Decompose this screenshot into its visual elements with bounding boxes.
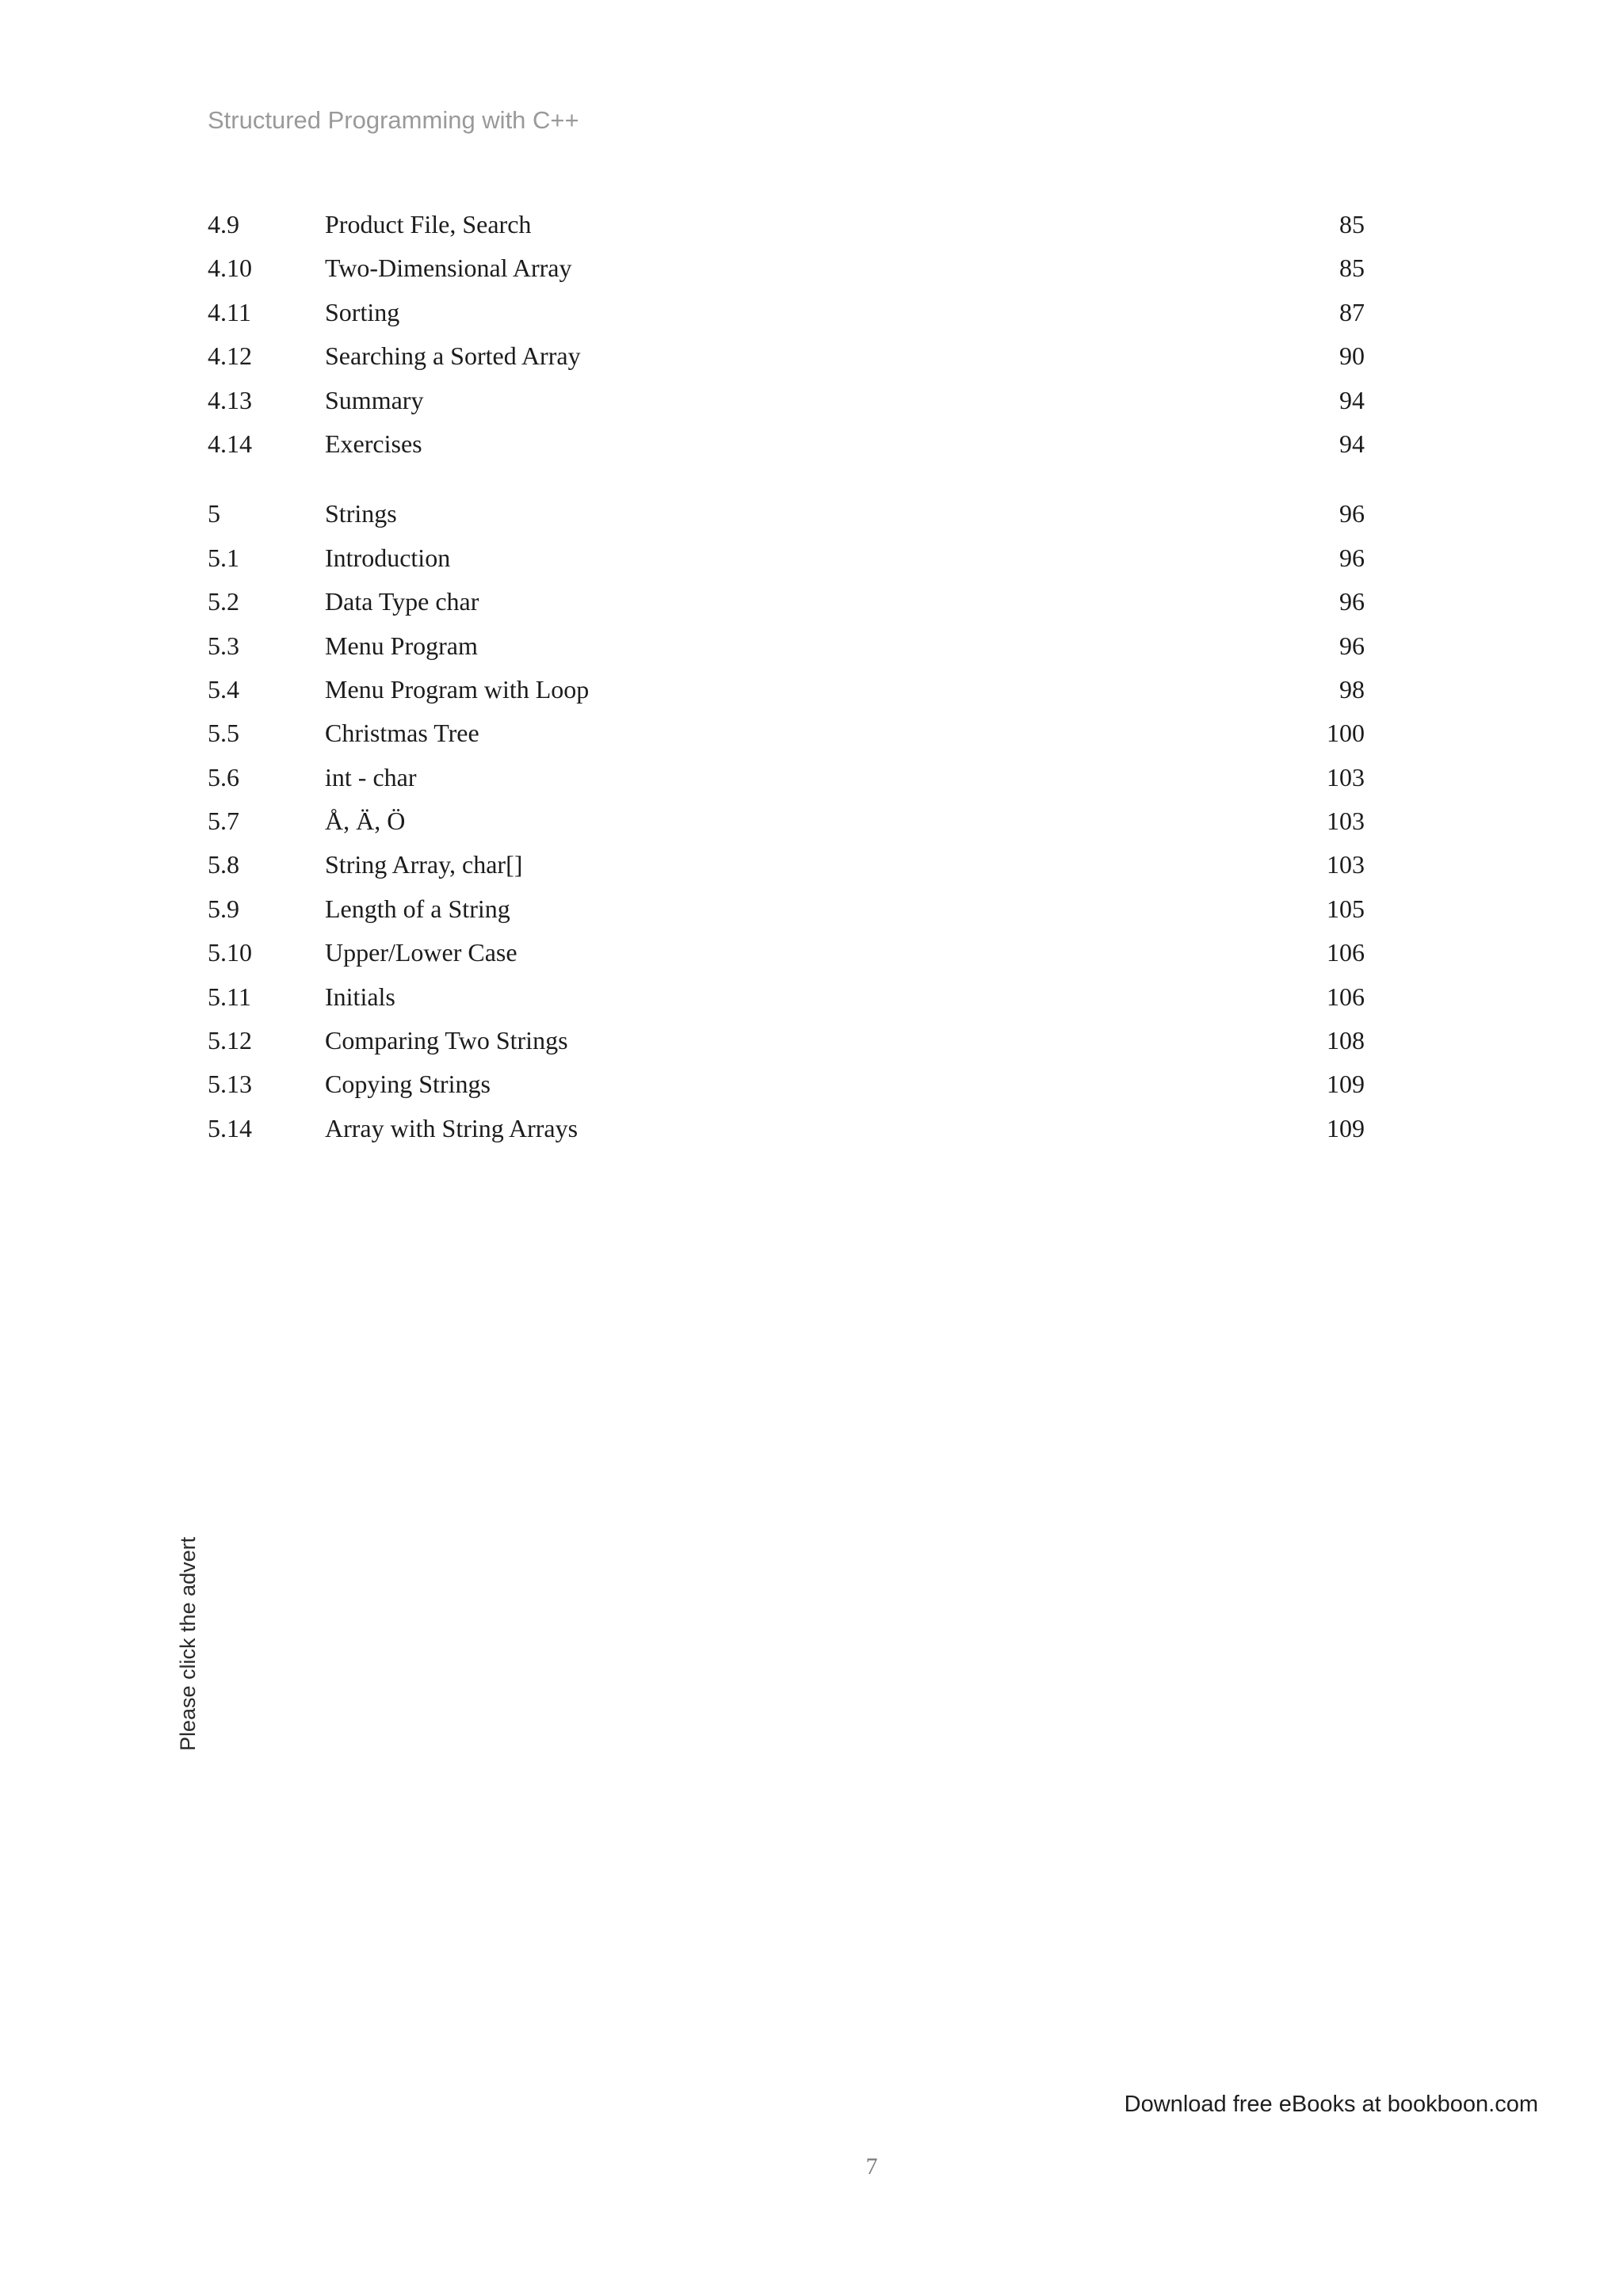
toc-entry-page: 87 [1339, 297, 1365, 326]
toc-entry-number: 4.14 [208, 429, 252, 458]
toc-entry-title: Length of a String [325, 894, 510, 923]
toc-entry[interactable] [208, 538, 1365, 582]
toc-entry-title: Array with String Arrays [325, 1113, 579, 1142]
toc-entry[interactable] [208, 336, 1365, 379]
toc-entry-title: int - char [325, 762, 417, 791]
toc-entry[interactable] [208, 582, 1365, 625]
toc-entry-page: 103 [1327, 807, 1365, 836]
toc-entry[interactable] [208, 1108, 1365, 1152]
toc-entry[interactable] [208, 248, 1365, 292]
toc-entry-number: 5.2 [208, 587, 239, 616]
toc-entry-title: Upper/Lower Case [325, 938, 517, 967]
toc-entry-page: 96 [1339, 543, 1365, 572]
toc-entry-number: 5.4 [208, 674, 239, 704]
page-number: 7 [865, 2153, 878, 2180]
advert-side-label[interactable]: Please click the advert [176, 1536, 200, 1751]
toc-group-chapter-4 [208, 204, 1365, 467]
toc-entry-title: Product File, Search [325, 210, 532, 238]
toc-entry-page: 85 [1339, 210, 1365, 238]
toc-entry-title: Data Type char [325, 587, 479, 616]
toc-entry-title: Comparing Two Strings [325, 1026, 568, 1055]
running-header: Structured Programming with C++ [208, 106, 579, 134]
toc-entry-page: 98 [1339, 674, 1365, 704]
toc-entry-page: 96 [1339, 587, 1365, 616]
toc-entry-number: 4.13 [208, 385, 252, 414]
toc-entry-title: Introduction [325, 543, 451, 572]
toc-entry[interactable] [208, 757, 1365, 801]
toc-entry-title: Summary [325, 385, 424, 414]
toc-entry-page: 94 [1339, 429, 1365, 458]
toc-entry-page: 90 [1339, 341, 1365, 371]
toc-entry-number: 5.9 [208, 894, 239, 923]
toc-entry-number: 4.10 [208, 254, 252, 283]
toc-entry[interactable] [208, 204, 1365, 248]
toc-entry-number: 5.1 [208, 543, 239, 572]
toc-entry-title: Searching a Sorted Array [325, 341, 581, 371]
toc-entry-number: 5.3 [208, 631, 239, 660]
toc-entry-page: 103 [1327, 850, 1365, 879]
toc-entry-number: 5.8 [208, 850, 239, 879]
toc-entry-page: 106 [1327, 982, 1365, 1011]
toc-entry[interactable] [208, 713, 1365, 757]
toc-entry-page: 109 [1327, 1113, 1365, 1142]
toc-entry-number: 5.10 [208, 938, 252, 967]
toc-entry-title: Strings [325, 499, 397, 528]
toc-entry-number: 5.13 [208, 1070, 252, 1099]
toc-entry-number: 4.12 [208, 341, 252, 371]
toc-entry-page: 103 [1327, 762, 1365, 791]
toc-entry-number: 4.11 [208, 297, 251, 326]
toc-entry-title: Christmas Tree [325, 719, 479, 748]
toc-entry-title: Copying Strings [325, 1070, 491, 1099]
toc-entry-title: Exercises [325, 429, 422, 458]
toc-entry[interactable] [208, 801, 1365, 845]
toc-entry-page: 105 [1327, 894, 1365, 923]
toc-entry[interactable] [208, 1064, 1365, 1108]
toc-entry[interactable] [208, 1020, 1365, 1064]
toc-entry-title: Menu Program [325, 631, 478, 660]
toc-entry-number: 5.6 [208, 762, 239, 791]
toc-entry-title: Initials [325, 982, 395, 1011]
toc-entry-title: Two-Dimensional Array [325, 254, 572, 283]
toc-entry-number: 5.14 [208, 1113, 252, 1142]
toc-entry-title: Å, Ä, Ö [325, 807, 406, 836]
toc-entry-number: 5.7 [208, 807, 239, 836]
toc-entry-title: String Array, char[] [325, 850, 523, 879]
toc-entry[interactable] [208, 380, 1365, 424]
download-ebooks-link[interactable]: Download free eBooks at bookboon.com [1124, 2092, 1538, 2117]
toc-group-chapter-5 [208, 494, 1365, 1152]
toc-entry-number: 5.5 [208, 719, 239, 748]
toc-entry[interactable] [208, 889, 1365, 933]
toc-entry[interactable] [208, 292, 1365, 336]
toc-chapter-entry[interactable] [208, 494, 1365, 537]
toc-entry[interactable] [208, 669, 1365, 713]
toc-entry-page: 96 [1339, 631, 1365, 660]
toc-entry-number: 4.9 [208, 210, 239, 238]
table-of-contents [208, 204, 1365, 1152]
toc-entry-page: 108 [1327, 1026, 1365, 1055]
toc-entry-page: 85 [1339, 254, 1365, 283]
toc-entry-page: 100 [1327, 719, 1365, 748]
toc-entry-number: 5.11 [208, 982, 251, 1011]
toc-entry[interactable] [208, 424, 1365, 467]
toc-entry[interactable] [208, 845, 1365, 888]
toc-entry[interactable] [208, 626, 1365, 669]
toc-entry-page: 96 [1339, 499, 1365, 528]
toc-entry-number: 5 [208, 499, 220, 528]
toc-entry[interactable] [208, 933, 1365, 976]
toc-entry-page: 109 [1327, 1070, 1365, 1099]
toc-entry-page: 94 [1339, 385, 1365, 414]
toc-entry-title: Menu Program with Loop [325, 674, 590, 704]
toc-entry-title: Sorting [325, 297, 400, 326]
toc-entry[interactable] [208, 977, 1365, 1020]
toc-entry-page: 106 [1327, 938, 1365, 967]
toc-entry-number: 5.12 [208, 1026, 252, 1055]
